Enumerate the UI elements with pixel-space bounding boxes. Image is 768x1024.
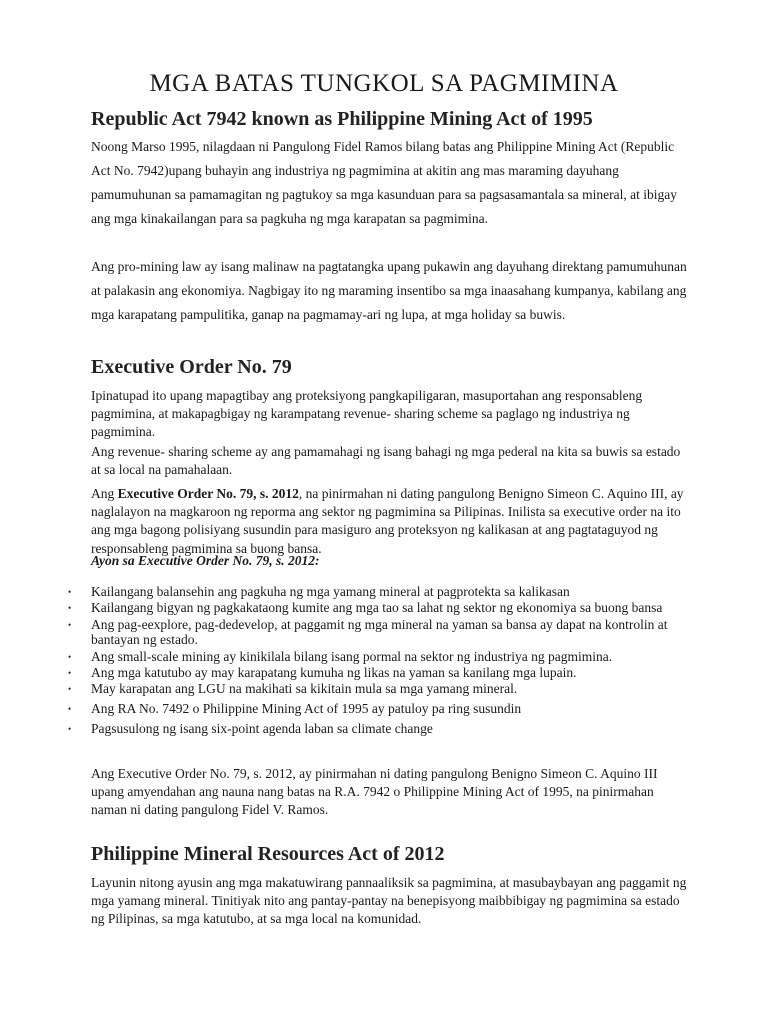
list-item-text: Kailangang balansehin ang pagkuha ng mga yamang mineral at pagprotekta sa kalikasan bbox=[91, 584, 570, 599]
list-item-text: Pagsusulong ng isang six-point agenda laban sa climate change bbox=[91, 720, 433, 736]
bullet-icon: • bbox=[68, 667, 72, 678]
list-item-text: Ang small-scale mining ay kinikilala bilang isang pormal na sektor ng industriya ng pagmimina. bbox=[91, 648, 613, 664]
bullet-icon: • bbox=[68, 684, 72, 695]
paragraph: Ipinatupad ito upang mapagtibay ang proteksiyong pangkapiligaran, masuportahan ang responsableng pagmimina, at makapagbigay ng karampatang revenue- sharing scheme sa paglago ng industriya ng pagmimina. bbox=[91, 388, 643, 440]
list-item bbox=[68, 600, 691, 616]
list-item-text: Kailangang bigyan ng pagkakataong kumite ang mga tao sa lahat ng sektor ng ekonomiya sa buong bansa bbox=[91, 600, 663, 616]
paragraph: Noong Marso 1995, nilagdaan ni Pangulong Fidel Ramos bilang batas ang Philippine Mining Act (Republic Act No. 7942)upang buhayin ang industriya ng pagmimina at akitin ang mas maraming dayuhang pamumuhunan sa pamamagitan ng pagtukoy sa mga kasunduan para sa pagsasamantala sa mineral, at ibigay ang mga kinakailangan para sa pagkuha ng mga karapatan sa pagmimina. bbox=[91, 139, 677, 226]
list-item bbox=[68, 664, 691, 681]
paragraph-closing: Ang Executive Order No. 79, s. 2012, ay pinirmahan ni dating pangulong Benigno Simeon C. Aquino III upang amyendahan ang nauna nang batas na R.A. 7942 o Philippine Mining Act of 1995, na pinirmahan naman ni dating pangulong Fidel V. Ramos. bbox=[91, 766, 658, 818]
eo-prefix: Ang bbox=[91, 486, 118, 501]
bullet-list bbox=[68, 584, 691, 737]
list-item bbox=[68, 681, 691, 697]
list-item bbox=[68, 700, 691, 717]
subheading-ayon: Ayon sa Executive Order No. 79, s. 2012: bbox=[91, 553, 320, 568]
section-heading-eo79: Executive Order No. 79 bbox=[91, 356, 292, 378]
list-item-text: May karapatan ang LGU na makihati sa kikitain mula sa mga yamang mineral. bbox=[91, 681, 518, 697]
paragraph: Ang pro-mining law ay isang malinaw na pagtatangka upang pukawin ang dayuhang direktang pamumuhunan at palakasin ang ekonomiya. Nagbigay ito ng maraming insentibo sa mga inaasahang kumpanya, kabilang ang mga karapatang pampulitika, ganap na pagmamay-ari ng lupa, at mga holiday sa buwis. bbox=[91, 259, 687, 322]
list-item bbox=[68, 648, 691, 665]
paragraph: Ang revenue- sharing scheme ay ang pamamahagi ng isang bahagi ng mga pederal na kita sa buwis sa estado at sa local na pamahalaan. bbox=[91, 444, 681, 478]
eo-bold-title: Executive Order No. 79, s. 2012 bbox=[117, 486, 299, 501]
list-item-text: Ang RA No. 7492 o Philippine Mining Act of 1995 ay patuloy pa ring susundin bbox=[91, 700, 522, 716]
bullet-icon: • bbox=[68, 651, 72, 662]
bullet-icon: • bbox=[68, 603, 72, 614]
document-title: MGA BATAS TUNGKOL SA PAGMIMINA bbox=[149, 70, 619, 97]
section-heading-mineral-resources: Philippine Mineral Resources Act of 2012 bbox=[91, 843, 445, 865]
section-heading-ra7942: Republic Act 7942 known as Philippine Mining Act of 1995 bbox=[91, 108, 593, 130]
list-item-text: Ang mga katutubo ay may karapatang kumuha ng likas na yaman sa kanilang mga lupain. bbox=[91, 664, 577, 680]
bullet-icon: • bbox=[68, 619, 72, 630]
paragraph-eo79 bbox=[91, 485, 691, 558]
bullet-icon: • bbox=[68, 723, 72, 734]
eo-rest: , na pinirmahan ni dating pangulong Benigno Simeon C. Aquino III, ay naglalayon na magkaroon ng reporma ang sektor ng pagmimina sa Pilipinas. Inilista sa executive order na ito ang mga bagong polisiyang susundin para masiguro ang proteksyon ng kalikasan at ang pagtataguyod ng responsableng pagmimina sa buong bansa. bbox=[91, 486, 684, 556]
list-item bbox=[68, 720, 691, 737]
list-item bbox=[68, 584, 691, 600]
bullet-icon: • bbox=[68, 587, 72, 597]
bullet-icon: • bbox=[68, 703, 72, 714]
list-item-text: Ang pag-eexplore, pag-dedevelop, at paggamit ng mga mineral na yaman sa bansa ay dapat na kontrolin at bantayan ng estado. bbox=[91, 616, 668, 648]
list-item bbox=[68, 616, 691, 649]
paragraph: Layunin nitong ayusin ang mga makatuwirang pannaaliksik sa pagmimina, at masubaybayan ang paggamit ng mga yamang mineral. Tinitiyak nito ang pantay-pantay na benepisyong maibbibigay ng pagmimina sa estado ng Pilipinas, sa mga katutubo, at sa mga local na komunidad. bbox=[91, 875, 687, 927]
